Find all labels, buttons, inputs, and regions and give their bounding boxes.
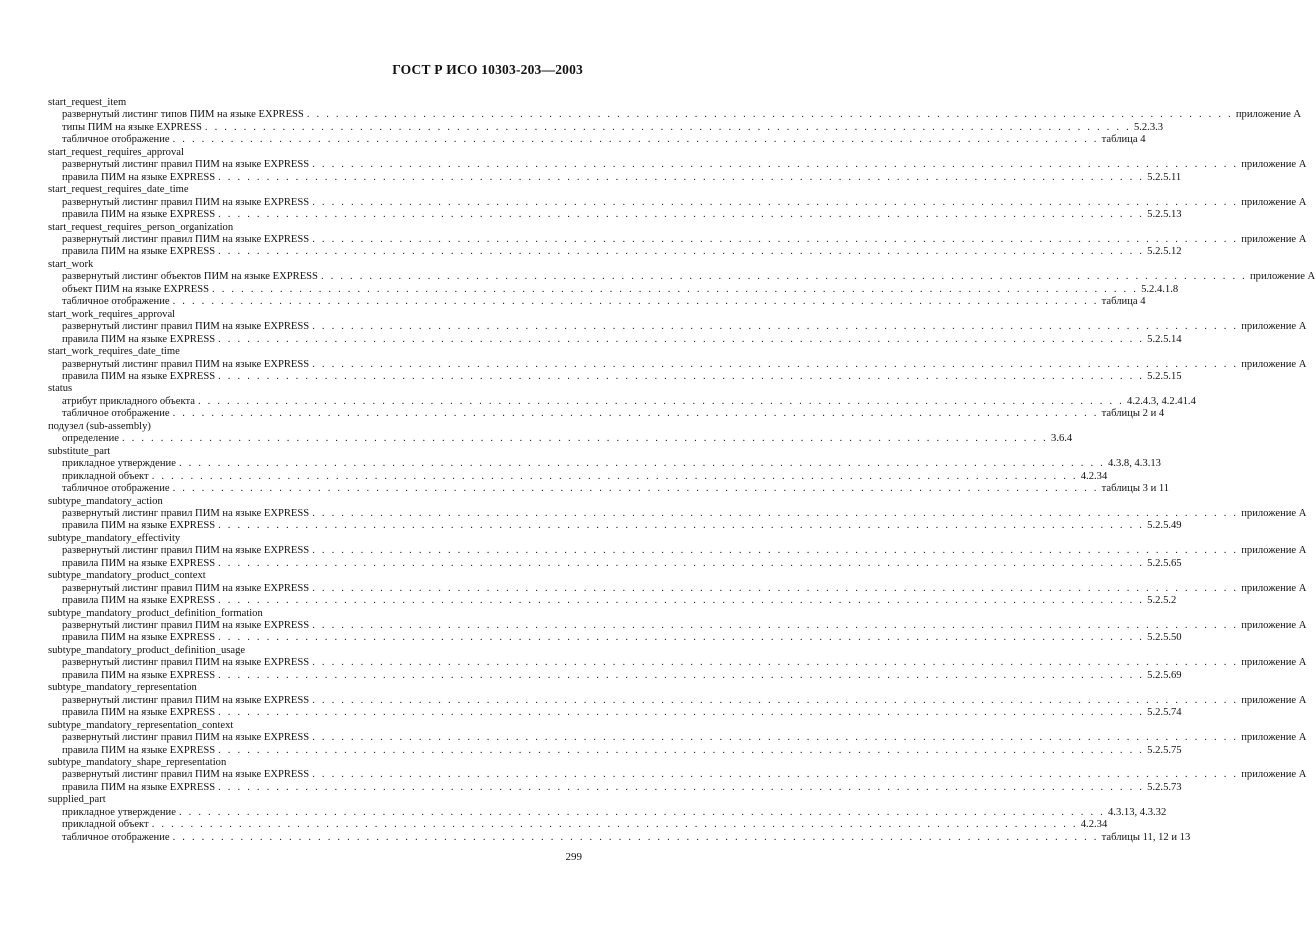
subentry-reference: 4.3.13, 4.3.32 <box>1108 806 1167 818</box>
index-term: subtype_mandatory_effectivity <box>48 532 181 544</box>
subentry-label: правила ПИМ на языке EXPRESS <box>62 744 216 756</box>
subentry-reference: 3.6.4 <box>1051 433 1073 445</box>
subentry-label: развернутый листинг правил ПИМ на языке EXPRESS <box>62 657 310 669</box>
index-subentry <box>48 109 1302 121</box>
index-subentry <box>48 582 1307 595</box>
index-term: subtype_mandatory_representation <box>48 682 197 694</box>
subentry-reference: приложение А <box>1241 769 1307 781</box>
subentry-label: определение <box>62 433 119 445</box>
index-term: start_request_requires_person_organization <box>48 221 234 233</box>
dot-leader: . . . . . . . . . . . . . . . . . . . . . . . . . . . . . . . . . . . . . . . . . . . . . . . . . . . . . . . . . . . . . . . . . . . . . . . . . . . . . . . . . . . . . . . . . . . . . . . . <box>197 395 1125 407</box>
subentry-reference: 4.2.34 <box>1080 470 1108 482</box>
subentry-label: объект ПИМ на языке EXPRESS <box>62 283 210 295</box>
index-term: start_request_item <box>48 97 127 108</box>
index-subentry <box>48 159 1307 171</box>
subentry-reference: таблицы 3 и 11 <box>1101 483 1170 495</box>
dot-leader: . . . . . . . . . . . . . . . . . . . . . . . . . . . . . . . . . . . . . . . . . . . . . . . . . . . . . . . . . . . . . . . . . . . . . . . . . . . . . . . . . . . . . . . . . . . . . . . . <box>312 159 1239 171</box>
dot-leader: . . . . . . . . . . . . . . . . . . . . . . . . . . . . . . . . . . . . . . . . . . . . . . . . . . . . . . . . . . . . . . . . . . . . . . . . . . . . . . . . . . . . . . . . . . . . . . . . <box>218 171 1145 183</box>
index-entry <box>48 258 1315 309</box>
dot-leader: . . . . . . . . . . . . . . . . . . . . . . . . . . . . . . . . . . . . . . . . . . . . . . . . . . . . . . . . . . . . . . . . . . . . . . . . . . . . . . . . . . . . . . . . . . . . . . . . <box>178 806 1105 818</box>
subentry-label: правила ПИМ на языке EXPRESS <box>62 669 216 681</box>
index-subentry <box>48 395 1196 408</box>
dot-leader: . . . . . . . . . . . . . . . . . . . . . . . . . . . . . . . . . . . . . . . . . . . . . . . . . . . . . . . . . . . . . . . . . . . . . . . . . . . . . . . . . . . . . . . . . . . . . . . . <box>306 109 1233 121</box>
subentry-label: развернутый листинг правил ПИМ на языке EXPRESS <box>62 196 310 208</box>
index-subentry <box>48 669 1182 682</box>
subentry-reference: приложение А <box>1241 620 1307 632</box>
subentry-label: развернутый листинг правил ПИМ на языке EXPRESS <box>62 321 310 333</box>
subentry-label: развернутый листинг правил ПИМ на языке EXPRESS <box>62 732 310 744</box>
subentry-label: табличное отображение <box>62 408 170 420</box>
index-subentry <box>48 433 1073 445</box>
subentry-reference: приложение А <box>1250 271 1315 283</box>
index-entry <box>48 146 1307 184</box>
dot-leader: . . . . . . . . . . . . . . . . . . . . . . . . . . . . . . . . . . . . . . . . . . . . . . . . . . . . . . . . . . . . . . . . . . . . . . . . . . . . . . . . . . . . . . . . . . . . . . . . <box>172 296 1099 308</box>
index-term: substitute_part <box>48 445 111 457</box>
dot-leader: . . . . . . . . . . . . . . . . . . . . . . . . . . . . . . . . . . . . . . . . . . . . . . . . . . . . . . . . . . . . . . . . . . . . . . . . . . . . . . . . . . . . . . . . . . . . . . . . <box>172 483 1099 495</box>
dot-leader: . . . . . . . . . . . . . . . . . . . . . . . . . . . . . . . . . . . . . . . . . . . . . . . . . . . . . . . . . . . . . . . . . . . . . . . . . . . . . . . . . . . . . . . . . . . . . . . . <box>121 433 1049 445</box>
subentry-label: развернутый листинг правил ПИМ на языке EXPRESS <box>62 620 310 632</box>
dot-leader: . . . . . . . . . . . . . . . . . . . . . . . . . . . . . . . . . . . . . . . . . . . . . . . . . . . . . . . . . . . . . . . . . . . . . . . . . . . . . . . . . . . . . . . . . . . . . . . . <box>172 831 1099 843</box>
index-subentry <box>48 134 1146 146</box>
subentry-reference: 4.3.8, 4.3.13 <box>1108 458 1161 470</box>
index-subentry <box>48 520 1182 532</box>
subentry-reference: 5.2.5.50 <box>1147 632 1182 644</box>
dot-leader: . . . . . . . . . . . . . . . . . . . . . . . . . . . . . . . . . . . . . . . . . . . . . . . . . . . . . . . . . . . . . . . . . . . . . . . . . . . . . . . . . . . . . . . . . . . . . . . . <box>172 408 1099 420</box>
dot-leader: . . . . . . . . . . . . . . . . . . . . . . . . . . . . . . . . . . . . . . . . . . . . . . . . . . . . . . . . . . . . . . . . . . . . . . . . . . . . . . . . . . . . . . . . . . . . . . . . <box>172 134 1099 146</box>
dot-leader: . . . . . . . . . . . . . . . . . . . . . . . . . . . . . . . . . . . . . . . . . . . . . . . . . . . . . . . . . . . . . . . . . . . . . . . . . . . . . . . . . . . . . . . . . . . . . . . . <box>218 707 1145 719</box>
subentry-reference: приложение А <box>1241 233 1307 245</box>
index-entry <box>48 644 1307 682</box>
index-subentry <box>48 121 1164 134</box>
subentry-label: правила ПИМ на языке EXPRESS <box>62 557 216 569</box>
index-subentry <box>48 321 1307 333</box>
index-subentry <box>48 557 1182 570</box>
subentry-label: прикладной объект <box>62 819 149 831</box>
index-entry <box>48 570 1307 607</box>
index-subentry <box>48 370 1182 383</box>
index-subentry <box>48 358 1307 371</box>
dot-leader: . . . . . . . . . . . . . . . . . . . . . . . . . . . . . . . . . . . . . . . . . . . . . . . . . . . . . . . . . . . . . . . . . . . . . . . . . . . . . . . . . . . . . . . . . . . . . . . . <box>312 358 1239 370</box>
subentry-label: табличное отображение <box>62 831 170 843</box>
dot-leader: . . . . . . . . . . . . . . . . . . . . . . . . . . . . . . . . . . . . . . . . . . . . . . . . . . . . . . . . . . . . . . . . . . . . . . . . . . . . . . . . . . . . . . . . . . . . . . . . <box>218 333 1145 345</box>
index-term: start_work_requires_date_time <box>48 346 180 358</box>
index-term: supplied_part <box>48 794 106 806</box>
subentry-label: правила ПИМ на языке EXPRESS <box>62 171 216 183</box>
index-subentry <box>48 620 1307 632</box>
subentry-label: правила ПИМ на языке EXPRESS <box>62 781 216 793</box>
index-subentry <box>48 196 1307 209</box>
subentry-reference: приложение А <box>1241 358 1307 370</box>
index-entry <box>48 420 1073 446</box>
index-entry <box>48 794 1191 844</box>
subentry-label: атрибут прикладного объекта <box>62 395 195 407</box>
dot-leader: . . . . . . . . . . . . . . . . . . . . . . . . . . . . . . . . . . . . . . . . . . . . . . . . . . . . . . . . . . . . . . . . . . . . . . . . . . . . . . . . . . . . . . . . . . . . . . . . <box>218 370 1145 382</box>
subentry-label: правила ПИМ на языке EXPRESS <box>62 595 216 607</box>
dot-leader: . . . . . . . . . . . . . . . . . . . . . . . . . . . . . . . . . . . . . . . . . . . . . . . . . . . . . . . . . . . . . . . . . . . . . . . . . . . . . . . . . . . . . . . . . . . . . . . . <box>218 744 1145 756</box>
index-term: subtype_mandatory_shape_representation <box>48 757 227 769</box>
dot-leader: . . . . . . . . . . . . . . . . . . . . . . . . . . . . . . . . . . . . . . . . . . . . . . . . . . . . . . . . . . . . . . . . . . . . . . . . . . . . . . . . . . . . . . . . . . . . . . . . <box>151 819 1078 831</box>
index-entry <box>48 682 1307 719</box>
subentry-reference: приложение А <box>1241 657 1307 669</box>
subentry-label: правила ПИМ на языке EXPRESS <box>62 520 216 532</box>
subentry-label: табличное отображение <box>62 483 170 495</box>
subentry-label: правила ПИМ на языке EXPRESS <box>62 246 216 258</box>
index-term: status <box>48 383 73 395</box>
subentry-reference: 5.2.5.65 <box>1147 557 1182 569</box>
index-subentry <box>48 545 1307 557</box>
subentry-label: табличное отображение <box>62 134 170 146</box>
index-term: start_request_requires_date_time <box>48 184 189 196</box>
index-subentry <box>48 246 1182 258</box>
index-term: subtype_mandatory_product_context <box>48 570 206 582</box>
index-subentry <box>48 233 1307 246</box>
subentry-reference: 5.2.5.15 <box>1147 370 1182 382</box>
index-term: start_work_requires_approval <box>48 308 176 320</box>
subentry-reference: таблица 4 <box>1101 296 1146 308</box>
index-subentry <box>48 694 1307 707</box>
dot-leader: . . . . . . . . . . . . . . . . . . . . . . . . . . . . . . . . . . . . . . . . . . . . . . . . . . . . . . . . . . . . . . . . . . . . . . . . . . . . . . . . . . . . . . . . . . . . . . . . <box>312 545 1239 557</box>
index-entry <box>48 495 1307 533</box>
subentry-reference: 5.2.4.1.8 <box>1141 283 1179 295</box>
dot-leader: . . . . . . . . . . . . . . . . . . . . . . . . . . . . . . . . . . . . . . . . . . . . . . . . . . . . . . . . . . . . . . . . . . . . . . . . . . . . . . . . . . . . . . . . . . . . . . . . <box>218 632 1145 644</box>
dot-leader: . . . . . . . . . . . . . . . . . . . . . . . . . . . . . . . . . . . . . . . . . . . . . . . . . . . . . . . . . . . . . . . . . . . . . . . . . . . . . . . . . . . . . . . . . . . . . . . . <box>312 507 1239 519</box>
subentry-reference: таблицы 11, 12 и 13 <box>1101 831 1191 843</box>
index-entry <box>48 97 1302 147</box>
index-subentry <box>48 507 1307 520</box>
dot-leader: . . . . . . . . . . . . . . . . . . . . . . . . . . . . . . . . . . . . . . . . . . . . . . . . . . . . . . . . . . . . . . . . . . . . . . . . . . . . . . . . . . . . . . . . . . . . . . . . <box>218 209 1145 221</box>
index-entry <box>48 346 1307 383</box>
subentry-label: развернутый листинг правил ПИМ на языке EXPRESS <box>62 582 310 594</box>
dot-leader: . . . . . . . . . . . . . . . . . . . . . . . . . . . . . . . . . . . . . . . . . . . . . . . . . . . . . . . . . . . . . . . . . . . . . . . . . . . . . . . . . . . . . . . . . . . . . . . . <box>212 283 1139 295</box>
index-term: start_request_requires_approval <box>48 146 184 158</box>
subentry-reference: 5.2.5.14 <box>1147 333 1182 345</box>
index-term: subtype_mandatory_action <box>48 495 163 507</box>
subentry-label: правила ПИМ на языке EXPRESS <box>62 707 216 719</box>
subentry-label: типы ПИМ на языке EXPRESS <box>62 121 202 133</box>
subentry-reference: приложение А <box>1241 582 1307 594</box>
subentry-reference: приложение А <box>1241 159 1307 171</box>
subentry-label: табличное отображение <box>62 296 170 308</box>
subentry-reference: приложение А <box>1241 545 1307 557</box>
index-subentry <box>48 732 1307 744</box>
index-entry <box>48 757 1307 794</box>
page-number: 299 <box>565 851 582 863</box>
dot-leader: . . . . . . . . . . . . . . . . . . . . . . . . . . . . . . . . . . . . . . . . . . . . . . . . . . . . . . . . . . . . . . . . . . . . . . . . . . . . . . . . . . . . . . . . . . . . . . . . <box>218 595 1145 607</box>
subentry-reference: 4.2.4.3, 4.2.41.4 <box>1127 395 1196 407</box>
dot-leader: . . . . . . . . . . . . . . . . . . . . . . . . . . . . . . . . . . . . . . . . . . . . . . . . . . . . . . . . . . . . . . . . . . . . . . . . . . . . . . . . . . . . . . . . . . . . . . . . <box>204 121 1131 133</box>
subentry-reference: приложение А <box>1241 321 1307 333</box>
subentry-label: развернутый листинг типов ПИМ на языке EXPRESS <box>62 109 304 121</box>
subentry-label: развернутый листинг правил ПИМ на языке EXPRESS <box>62 769 310 781</box>
subentry-label: развернутый листинг правил ПИМ на языке EXPRESS <box>62 545 310 557</box>
subentry-label: развернутый листинг объектов ПИМ на языке EXPRESS <box>62 271 318 283</box>
dot-leader: . . . . . . . . . . . . . . . . . . . . . . . . . . . . . . . . . . . . . . . . . . . . . . . . . . . . . . . . . . . . . . . . . . . . . . . . . . . . . . . . . . . . . . . . . . . . . . . . <box>312 769 1239 781</box>
subentry-reference: 5.2.5.2 <box>1147 595 1177 607</box>
index-term: подузел (sub-assembly) <box>48 420 151 432</box>
subject-index <box>48 97 1315 844</box>
index-subentry <box>48 171 1182 184</box>
dot-leader: . . . . . . . . . . . . . . . . . . . . . . . . . . . . . . . . . . . . . . . . . . . . . . . . . . . . . . . . . . . . . . . . . . . . . . . . . . . . . . . . . . . . . . . . . . . . . . . . <box>312 321 1239 333</box>
subentry-label: правила ПИМ на языке EXPRESS <box>62 333 216 345</box>
document-header: ГОСТ Р ИСО 10303-203—2003 <box>392 62 583 77</box>
dot-leader: . . . . . . . . . . . . . . . . . . . . . . . . . . . . . . . . . . . . . . . . . . . . . . . . . . . . . . . . . . . . . . . . . . . . . . . . . . . . . . . . . . . . . . . . . . . . . . . . <box>178 458 1105 470</box>
index-entry <box>48 221 1307 259</box>
index-entry <box>48 184 1307 221</box>
index-entry <box>48 308 1307 346</box>
subentry-reference: приложение А <box>1241 694 1307 706</box>
index-subentry <box>48 595 1177 607</box>
subentry-label: развернутый листинг правил ПИМ на языке EXPRESS <box>62 233 310 245</box>
subentry-reference: таблица 4 <box>1101 134 1146 146</box>
index-subentry <box>48 470 1108 483</box>
index-subentry <box>48 333 1182 346</box>
dot-leader: . . . . . . . . . . . . . . . . . . . . . . . . . . . . . . . . . . . . . . . . . . . . . . . . . . . . . . . . . . . . . . . . . . . . . . . . . . . . . . . . . . . . . . . . . . . . . . . . <box>312 620 1239 632</box>
index-entry <box>48 383 1196 420</box>
dot-leader: . . . . . . . . . . . . . . . . . . . . . . . . . . . . . . . . . . . . . . . . . . . . . . . . . . . . . . . . . . . . . . . . . . . . . . . . . . . . . . . . . . . . . . . . . . . . . . . . <box>151 470 1078 482</box>
subentry-reference: 5.2.5.69 <box>1147 669 1182 681</box>
dot-leader: . . . . . . . . . . . . . . . . . . . . . . . . . . . . . . . . . . . . . . . . . . . . . . . . . . . . . . . . . . . . . . . . . . . . . . . . . . . . . . . . . . . . . . . . . . . . . . . . <box>218 557 1145 569</box>
subentry-label: развернутый листинг правил ПИМ на языке EXPRESS <box>62 507 310 519</box>
subentry-reference: 5.2.5.13 <box>1147 209 1182 221</box>
dot-leader: . . . . . . . . . . . . . . . . . . . . . . . . . . . . . . . . . . . . . . . . . . . . . . . . . . . . . . . . . . . . . . . . . . . . . . . . . . . . . . . . . . . . . . . . . . . . . . . . <box>312 582 1239 594</box>
dot-leader: . . . . . . . . . . . . . . . . . . . . . . . . . . . . . . . . . . . . . . . . . . . . . . . . . . . . . . . . . . . . . . . . . . . . . . . . . . . . . . . . . . . . . . . . . . . . . . . . <box>312 233 1239 245</box>
index-entry <box>48 719 1307 757</box>
index-subentry <box>48 408 1165 420</box>
subentry-label: прикладное утверждение <box>62 806 176 818</box>
subentry-label: правила ПИМ на языке EXPRESS <box>62 632 216 644</box>
index-subentry <box>48 819 1108 831</box>
index-subentry <box>48 707 1182 719</box>
subentry-reference: 5.2.5.75 <box>1147 744 1182 756</box>
index-subentry <box>48 657 1307 669</box>
subentry-reference: приложение А <box>1235 109 1302 121</box>
index-term: subtype_mandatory_representation_context <box>48 719 234 731</box>
subentry-reference: таблицы 2 и 4 <box>1101 408 1165 420</box>
index-subentry <box>48 781 1182 794</box>
index-subentry <box>48 209 1182 221</box>
index-entry <box>48 607 1307 645</box>
dot-leader: . . . . . . . . . . . . . . . . . . . . . . . . . . . . . . . . . . . . . . . . . . . . . . . . . . . . . . . . . . . . . . . . . . . . . . . . . . . . . . . . . . . . . . . . . . . . . . . . <box>218 669 1145 681</box>
subentry-reference: 5.2.5.12 <box>1147 246 1182 258</box>
index-subentry <box>48 283 1179 296</box>
index-subentry <box>48 632 1182 644</box>
index-subentry <box>48 769 1307 781</box>
dot-leader: . . . . . . . . . . . . . . . . . . . . . . . . . . . . . . . . . . . . . . . . . . . . . . . . . . . . . . . . . . . . . . . . . . . . . . . . . . . . . . . . . . . . . . . . . . . . . . . . <box>218 781 1145 793</box>
subentry-reference: 5.2.5.49 <box>1147 520 1182 532</box>
index-subentry <box>48 458 1161 470</box>
subentry-label: прикладное утверждение <box>62 458 176 470</box>
dot-leader: . . . . . . . . . . . . . . . . . . . . . . . . . . . . . . . . . . . . . . . . . . . . . . . . . . . . . . . . . . . . . . . . . . . . . . . . . . . . . . . . . . . . . . . . . . . . . . . . <box>312 732 1239 744</box>
subentry-label: развернутый листинг правил ПИМ на языке EXPRESS <box>62 694 310 706</box>
subentry-reference: приложение А <box>1241 196 1307 208</box>
subentry-reference: 5.2.5.74 <box>1147 707 1182 719</box>
subentry-label: правила ПИМ на языке EXPRESS <box>62 209 216 221</box>
subentry-label: прикладной объект <box>62 470 149 482</box>
index-subentry <box>48 744 1182 757</box>
subentry-reference: 5.2.5.73 <box>1147 781 1182 793</box>
index-subentry <box>48 271 1315 283</box>
subentry-reference: приложение А <box>1241 732 1307 744</box>
index-entry <box>48 532 1307 570</box>
subentry-label: развернутый листинг правил ПИМ на языке EXPRESS <box>62 159 310 171</box>
index-subentry <box>48 296 1146 308</box>
dot-leader: . . . . . . . . . . . . . . . . . . . . . . . . . . . . . . . . . . . . . . . . . . . . . . . . . . . . . . . . . . . . . . . . . . . . . . . . . . . . . . . . . . . . . . . . . . . . . . . . <box>218 246 1145 258</box>
index-subentry <box>48 806 1167 819</box>
subentry-reference: 4.2.34 <box>1080 819 1108 831</box>
index-subentry <box>48 483 1170 495</box>
dot-leader: . . . . . . . . . . . . . . . . . . . . . . . . . . . . . . . . . . . . . . . . . . . . . . . . . . . . . . . . . . . . . . . . . . . . . . . . . . . . . . . . . . . . . . . . . . . . . . . . <box>312 694 1239 706</box>
subentry-reference: 5.2.3.3 <box>1133 121 1164 133</box>
dot-leader: . . . . . . . . . . . . . . . . . . . . . . . . . . . . . . . . . . . . . . . . . . . . . . . . . . . . . . . . . . . . . . . . . . . . . . . . . . . . . . . . . . . . . . . . . . . . . . . . <box>312 657 1239 669</box>
subentry-reference: приложение А <box>1241 507 1307 519</box>
subentry-label: правила ПИМ на языке EXPRESS <box>62 370 216 382</box>
dot-leader: . . . . . . . . . . . . . . . . . . . . . . . . . . . . . . . . . . . . . . . . . . . . . . . . . . . . . . . . . . . . . . . . . . . . . . . . . . . . . . . . . . . . . . . . . . . . . . . . <box>320 271 1248 283</box>
index-term: start_work <box>48 258 94 270</box>
index-term: subtype_mandatory_product_definition_formation <box>48 607 263 619</box>
subentry-label: развернутый листинг правил ПИМ на языке EXPRESS <box>62 358 310 370</box>
index-entry <box>48 445 1170 496</box>
dot-leader: . . . . . . . . . . . . . . . . . . . . . . . . . . . . . . . . . . . . . . . . . . . . . . . . . . . . . . . . . . . . . . . . . . . . . . . . . . . . . . . . . . . . . . . . . . . . . . . . <box>312 196 1239 208</box>
dot-leader: . . . . . . . . . . . . . . . . . . . . . . . . . . . . . . . . . . . . . . . . . . . . . . . . . . . . . . . . . . . . . . . . . . . . . . . . . . . . . . . . . . . . . . . . . . . . . . . . <box>218 520 1145 532</box>
subentry-reference: 5.2.5.11 <box>1147 171 1182 183</box>
index-term: subtype_mandatory_product_definition_usage <box>48 644 246 656</box>
index-subentry <box>48 831 1191 844</box>
